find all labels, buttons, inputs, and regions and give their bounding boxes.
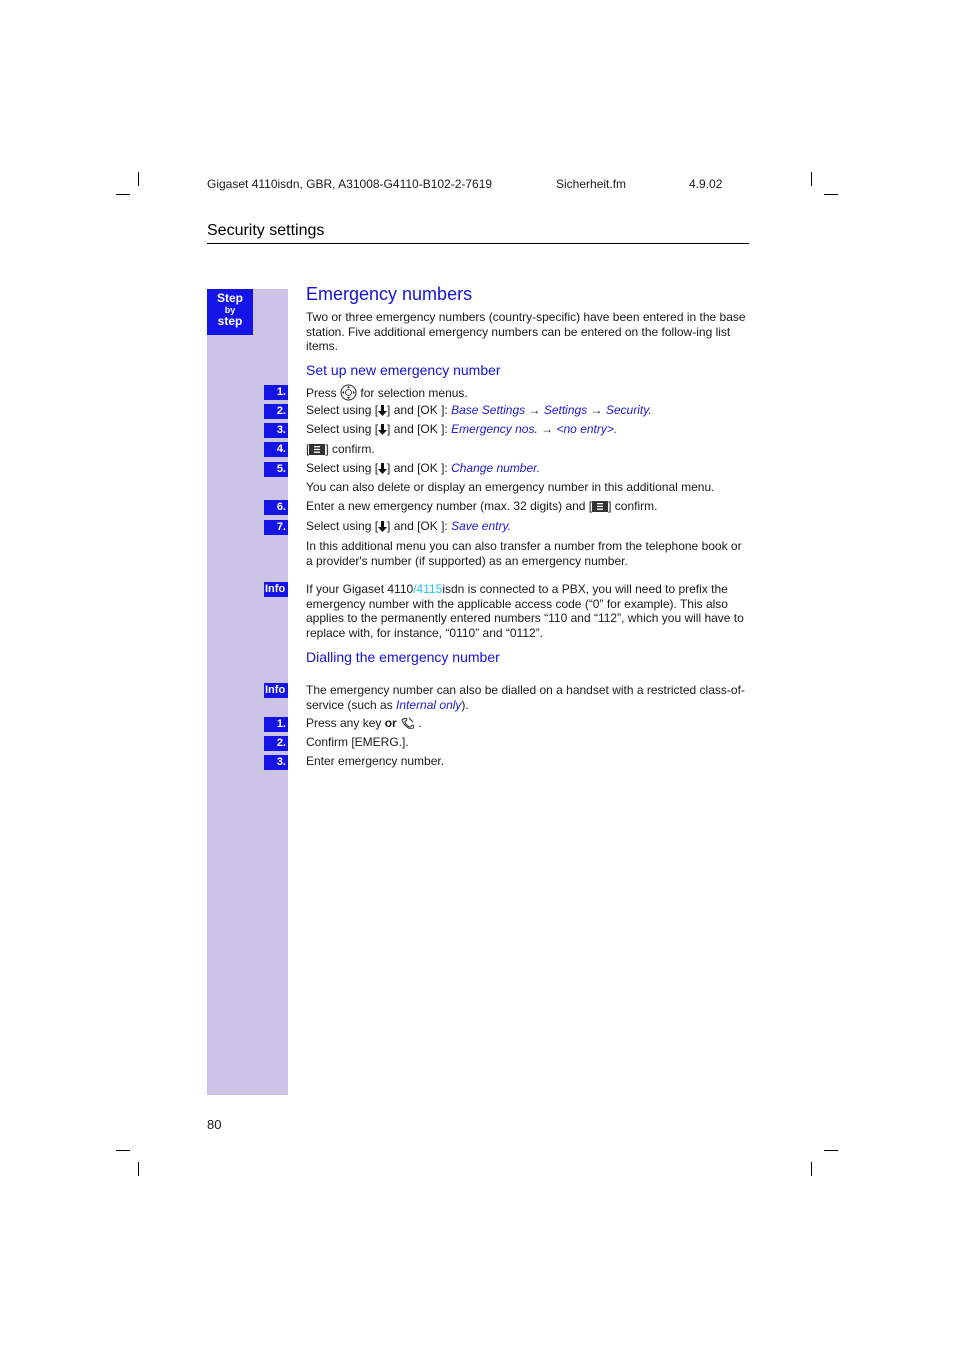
step-2-text: [306, 403, 652, 418]
step-number: 5.: [264, 462, 288, 477]
arrow-down-key-icon: [378, 463, 387, 474]
menu-item-security: Security: [605, 403, 649, 417]
menu-item-emergency-nos: Emergency nos.: [451, 422, 538, 436]
step-text: Select using [: [306, 422, 379, 436]
step-number: 7.: [264, 520, 288, 535]
arrow-down-key-icon: [378, 405, 387, 416]
menu-key-icon: [309, 444, 325, 455]
step-1-text: [306, 384, 468, 401]
handset-icon: [400, 717, 415, 729]
step-text: ] confirm.: [608, 499, 658, 513]
step-number: 2.: [264, 736, 288, 751]
header-file: Sicherheit.fm: [556, 177, 627, 191]
crop-mark: [138, 1162, 139, 1176]
info-badge: Info: [264, 582, 288, 597]
badge-line: Step: [216, 291, 243, 305]
info-text-part: isdn is connected to a PBX, you will need to prefix the emergency number with the applicable access code (“0” for example). This also applies to the permanently entered numbers “110 and “112”, which you will have to replace with, for instance, “0110” and “0112”.: [306, 582, 744, 640]
menu-item-settings: Settings: [543, 403, 588, 417]
step-text: [: [306, 442, 310, 456]
intro-text: Two or three emergency numbers (country-specific) have been entered in the base station. Five additional emergency numbers can be entered on the follow-ing list items.: [306, 310, 746, 353]
crop-mark: [811, 172, 812, 186]
badge-line: by: [224, 305, 236, 315]
note-text: In this additional menu you can also transfer a number from the telephone book or a provider's number (if supported) as an emergency number.: [306, 539, 742, 568]
step-text: Press: [306, 386, 337, 400]
dial-step-1-text: [306, 716, 422, 731]
dial-step-3-text: Enter emergency number.: [306, 754, 445, 768]
crop-mark: [116, 1150, 130, 1151]
step-7-text: [306, 519, 511, 534]
step-text: Select using [: [306, 519, 379, 533]
crop-mark: [824, 194, 838, 195]
step-text: .: [418, 716, 422, 730]
step-number: 3.: [264, 755, 288, 770]
punct: .: [536, 461, 541, 475]
dial-step-2-text: Confirm [EMERG.].: [306, 735, 409, 749]
step-text: ] and [OK ]:: [387, 519, 448, 533]
menu-key-icon: [592, 501, 608, 512]
page-heading: Emergency numbers: [306, 284, 473, 304]
control-key-icon: [340, 384, 357, 401]
badge-line: step: [217, 314, 243, 328]
step-text: ] and [OK ]:: [387, 403, 448, 417]
info-text-part: ).: [461, 697, 469, 712]
section-rule: [207, 243, 749, 244]
step-number: 3.: [264, 423, 288, 438]
step-text: ] and [OK ]:: [387, 461, 448, 475]
info-text-part: The emergency number can also be dialled on a handset with a restricted class-of-service (such as: [306, 683, 745, 712]
arrow: →: [590, 403, 603, 417]
arrow: →: [541, 422, 554, 436]
step-text: Press any key: [306, 716, 382, 730]
step-4-text: [306, 442, 375, 457]
step-6-text: [306, 499, 657, 514]
section-title: Security settings: [207, 222, 325, 239]
menu-item-internal-only: Internal only: [396, 697, 462, 712]
step-5-text: [306, 461, 540, 476]
menu-item-base-settings: Base Settings: [451, 403, 526, 417]
info-text: [306, 683, 750, 712]
menu-item-change-number: Change number: [451, 461, 537, 475]
step-text: ] and [OK ]:: [387, 422, 448, 436]
step-number: 1.: [264, 385, 288, 400]
info-text-part: If your Gigaset 4110: [306, 582, 414, 596]
punct: .: [613, 422, 618, 436]
punct: .: [648, 403, 652, 417]
step-text: Select using [: [306, 461, 379, 475]
info-text-cyan: /4115: [413, 582, 443, 596]
step-number: 1.: [264, 717, 288, 732]
arrow-down-key-icon: [378, 521, 387, 532]
step-number: 4.: [264, 442, 288, 457]
punct: .: [507, 519, 511, 533]
setup-subheading: Set up new emergency number: [306, 362, 501, 378]
note-text: You can also delete or display an emergency number in this additional menu.: [306, 480, 715, 494]
crop-mark: [138, 172, 139, 186]
arrow-down-key-icon: [378, 424, 387, 435]
step-by-step-badge: [207, 289, 253, 335]
step-number: 2.: [264, 404, 288, 419]
step-text: Enter a new emergency number (max. 32 digits) and [: [306, 499, 593, 513]
crop-mark: [116, 194, 130, 195]
crop-mark: [811, 1162, 812, 1176]
header-doc-id: Gigaset 4110isdn, GBR, A31008-G4110-B102-2-7619: [207, 177, 493, 191]
menu-item-no-entry: <no entry>: [556, 422, 614, 436]
step-text: Select using [: [306, 403, 379, 417]
dialling-subheading: Dialling the emergency number: [306, 649, 500, 665]
menu-item-save-entry: Save entry: [451, 519, 508, 533]
step-number: 6.: [264, 500, 288, 515]
step-text: for selection menus.: [360, 386, 468, 400]
info-badge: Info: [264, 683, 288, 698]
header-date: 4.9.02: [689, 177, 723, 191]
arrow: →: [528, 403, 541, 417]
info-text: [306, 582, 750, 640]
step-3-text: [306, 422, 617, 437]
crop-mark: [824, 1150, 838, 1151]
step-text-bold: or: [384, 716, 397, 730]
page-number: 80: [207, 1117, 222, 1132]
step-text: ] confirm.: [325, 442, 375, 456]
